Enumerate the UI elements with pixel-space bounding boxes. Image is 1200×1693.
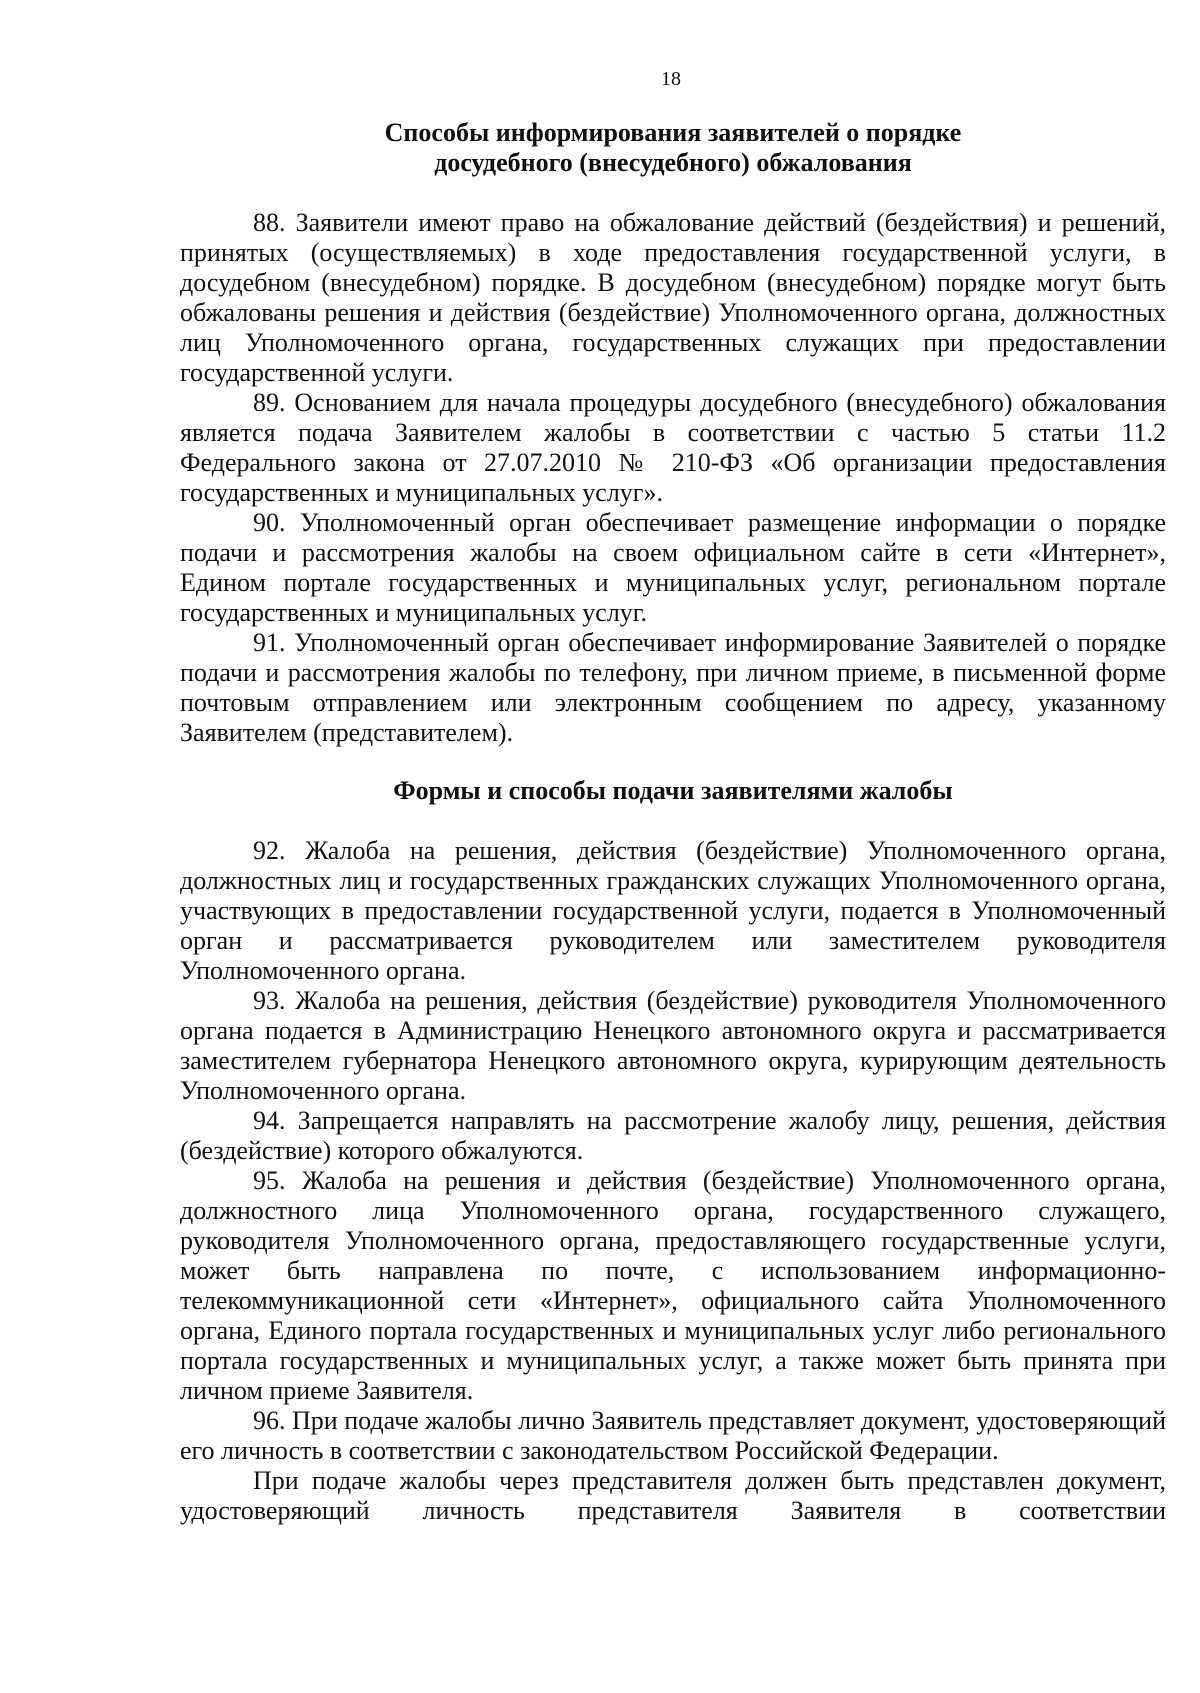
section-heading-line-2: досудебного (внесудебного) обжалования (434, 148, 912, 177)
section-informing-body (180, 208, 1166, 748)
page-content (180, 118, 1166, 1526)
paragraph-92: 92. Жалоба на решения, действия (бездействие) Уполномоченного органа, должностных лиц и государственных гражданских служащих Уполномоченного органа, участвующих в предоставлении государственной услуги, подается в Уполномоченный орган и рассматривается руководителем или заместителем руководителя Уполномоченного органа. (180, 836, 1166, 985)
paragraph-96: 96. При подаче жалобы лично Заявитель представляет документ, удостоверяющий его личность в соответствии с законодательством Российской Федерации. (180, 1406, 1166, 1465)
paragraph-90: 90. Уполномоченный орган обеспечивает размещение информации о порядке подачи и рассмотрения жалобы на своем официальном сайте в сети «Интернет», Едином портале государственных и муниципальных услуг, региональном портале государственных и муниципальных услуг. (180, 508, 1166, 627)
paragraph-95: 95. Жалоба на решения и действия (бездействие) Уполномоченного органа, должностного лица Уполномоченного органа, государственного служащего, руководителя Уполномоченного органа, предоставляющего государственные услуги, может быть направлена по почте, с использованием информационно-телекоммуникационной сети «Интернет», официального сайта Уполномоченного органа, Единого портала государственных и муниципальных услуг либо регионального портала государственных и муниципальных услуг, а также может быть принята при личном приеме Заявителя. (180, 1166, 1166, 1405)
section-heading-informing (180, 118, 1166, 178)
paragraph-96-representative: При подаче жалобы через представителя должен быть представлен документ, удостоверяющий личность представителя Заявителя в соответствии (180, 1466, 1166, 1525)
section-heading-line-1: Способы информирования заявителей о порядке (384, 118, 962, 147)
paragraph-93: 93. Жалоба на решения, действия (бездействие) руководителя Уполномоченного органа подается в Администрацию Ненецкого автономного округа и рассматривается заместителем губернатора Ненецкого автономного округа, курирующим деятельность Уполномоченного органа. (180, 986, 1166, 1105)
paragraph-94: 94. Запрещается направлять на рассмотрение жалобу лицу, решения, действия (бездействие) которого обжалуются. (180, 1106, 1166, 1165)
paragraph-89: 89. Основанием для начала процедуры досудебного (внесудебного) обжалования является подача Заявителем жалобы в соответствии с частью 5 статьи 11.2 Федерального закона от 27.07.2010 № 210-ФЗ «Об организации предоставления государственных и муниципальных услуг». (180, 388, 1166, 507)
section-heading-complaint-forms: Формы и способы подачи заявителями жалобы (393, 776, 953, 805)
paragraph-88: 88. Заявители имеют право на обжалование действий (бездействия) и решений, принятых (осуществляемых) в ходе предоставления государственной услуги, в досудебном (внесудебном) порядке. В досудебном (внесудебном) порядке могут быть обжалованы решения и действия (бездействие) Уполномоченного органа, должностных лиц Уполномоченного органа, государственных служащих при предоставлении государственной услуги. (180, 208, 1166, 387)
page-number: 18 (661, 68, 681, 90)
paragraph-91: 91. Уполномоченный орган обеспечивает информирование Заявителей о порядке подачи и рассмотрения жалобы по телефону, при личном приеме, в письменной форме почтовым отправлением или электронным сообщением по адресу, указанному Заявителем (представителем). (180, 628, 1166, 747)
section-complaint-forms-body (180, 836, 1166, 1526)
